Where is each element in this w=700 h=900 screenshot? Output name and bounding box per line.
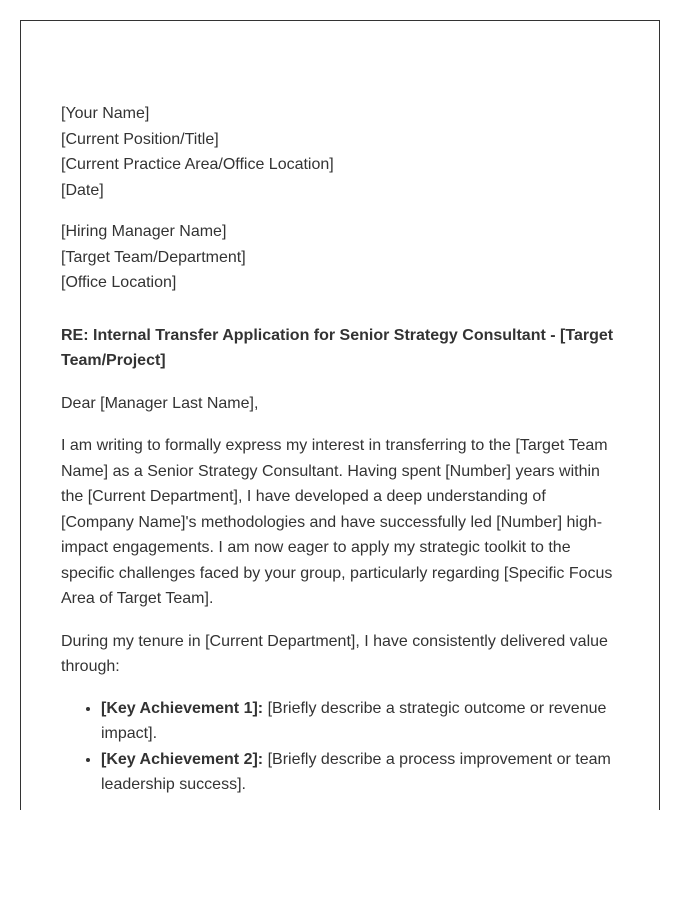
letter-page: [20, 20, 660, 810]
achievement-label: [Key Achievement 2]:: [101, 750, 264, 768]
subject-line: RE: Internal Transfer Application for Senior Strategy Consultant - [Target Team/Project]: [61, 326, 614, 369]
sender-practice-area: [Current Practice Area/Office Location]: [61, 156, 334, 173]
sender-block: [61, 101, 621, 203]
list-item: [101, 747, 621, 798]
sender-name: [Your Name]: [61, 105, 150, 122]
body-paragraph-2: During my tenure in [Current Department], I have consistently delivered value through:: [61, 632, 608, 675]
achievement-text: [Briefly describe a strategic outcome or revenue impact].: [101, 699, 607, 742]
recipient-team: [Target Team/Department]: [61, 248, 246, 266]
letter-date: [Date]: [61, 181, 104, 199]
recipient-block: [61, 219, 621, 296]
achievement-text: [Briefly describe a process improvement or team leadership success].: [101, 750, 611, 793]
body-paragraph-1: I am writing to formally express my interest in transferring to the [Target Team Name] as a Senior Strategy Consultant. Having spent [Number] years within the [Current Department], I have developed a deep understanding of [Company Name]'s methodologies and have successfully led [Number] high-impact engagements. I am now eager to apply my strategic toolkit to the specific challenges faced by your group, particularly regarding [Specific Focus Area of Target Team].: [61, 437, 613, 607]
achievements-list: [61, 696, 621, 798]
achievement-label: [Key Achievement 1]:: [101, 699, 264, 717]
sender-position: [Current Position/Title]: [61, 130, 219, 148]
recipient-manager: [Hiring Manager Name]: [61, 223, 227, 240]
salutation: Dear [Manager Last Name],: [61, 394, 259, 412]
letter-body: [61, 101, 621, 798]
list-item: [101, 696, 621, 747]
recipient-office: [Office Location]: [61, 274, 177, 291]
